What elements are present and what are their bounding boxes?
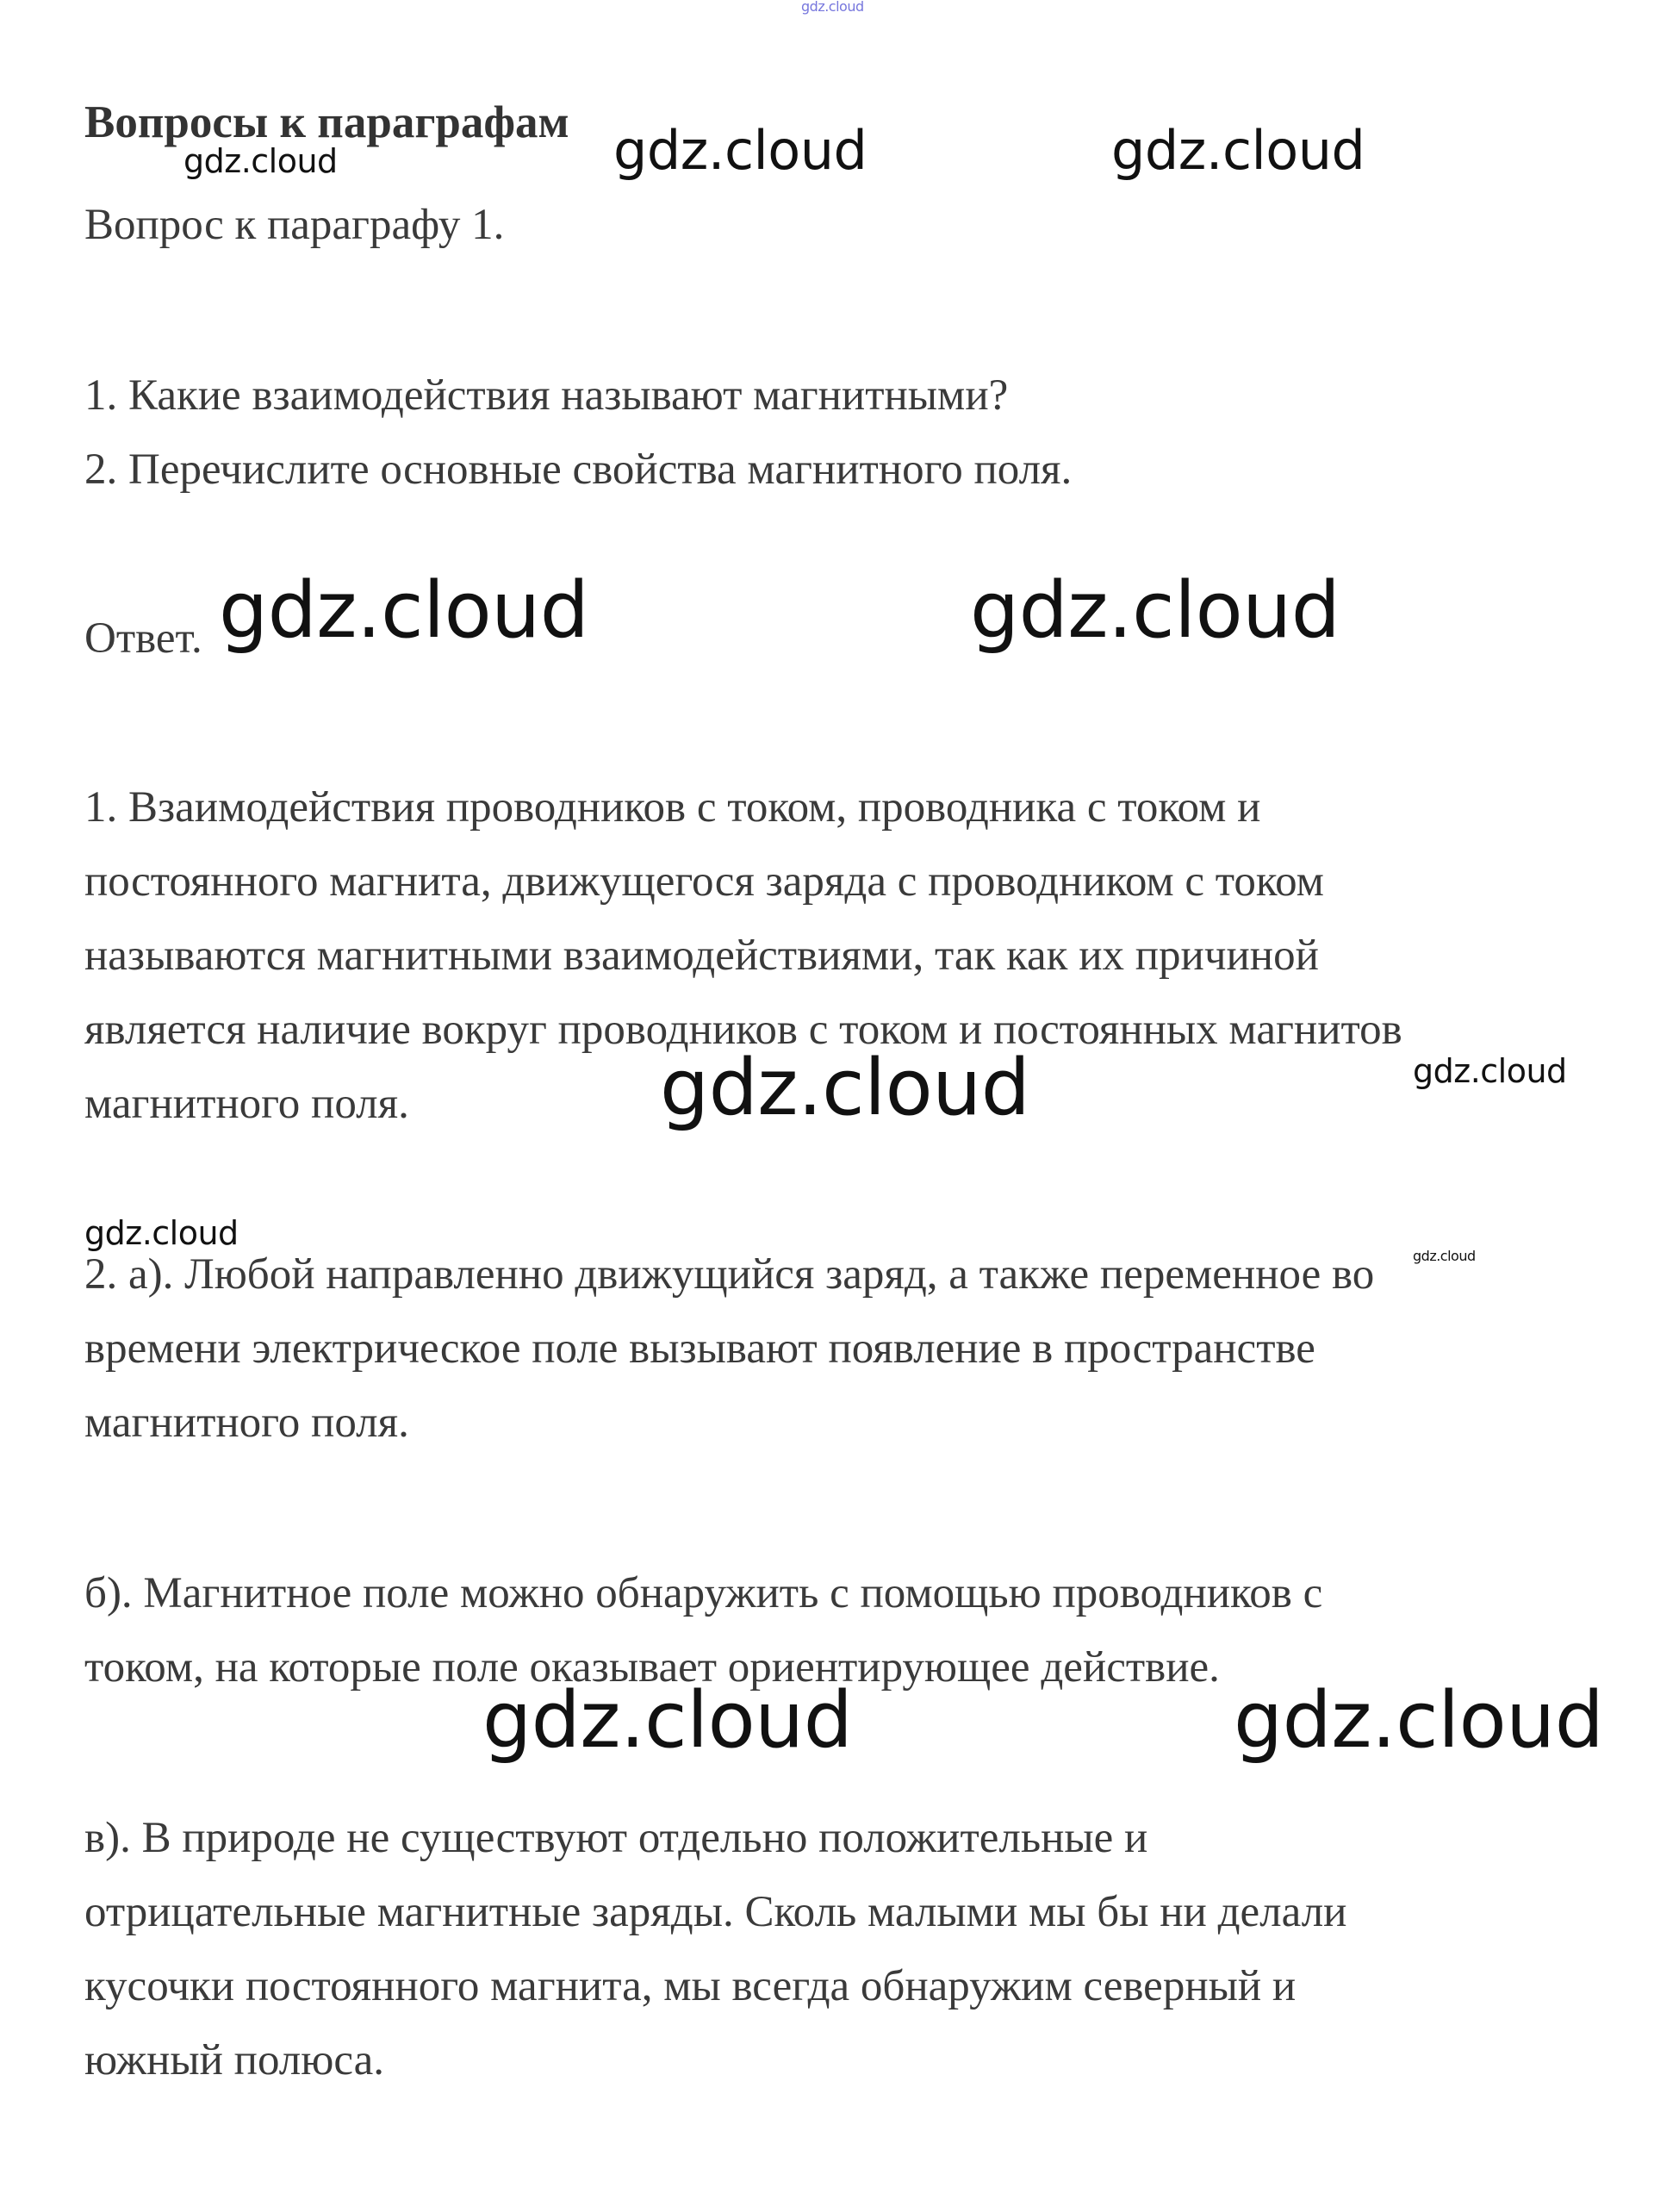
question-1: 1. Какие взаимодействия называют магнитными? xyxy=(84,371,1009,420)
answer-2a-line: 2. а). Любой направленно движущийся заряд, а также переменное во xyxy=(84,1250,1375,1299)
watermark: gdz.cloud xyxy=(801,0,864,15)
answer-2a-line: времени электрическое поле вызывают появление в пространстве xyxy=(84,1324,1315,1373)
answer-1-line: является наличие вокруг проводников с током и постоянных магнитов xyxy=(84,1006,1402,1054)
answer-1-line: называются магнитными взаимодействиями, так как их причиной xyxy=(84,932,1319,980)
question-2: 2. Перечислите основные свойства магнитного поля. xyxy=(84,446,1073,494)
answer-1-line: магнитного поля. xyxy=(84,1080,409,1128)
watermark: gdz.cloud xyxy=(1234,1675,1604,1766)
answer-2a-line: магнитного поля. xyxy=(84,1399,409,1447)
answer-1-line: постоянного магнита, движущегося заряда с проводником с током xyxy=(84,857,1324,906)
watermark: gdz.cloud xyxy=(613,119,867,182)
watermark: gdz.cloud xyxy=(482,1675,853,1766)
watermark: gdz.cloud xyxy=(84,1214,239,1252)
answer-2b-line: б). Магнитное поле можно обнаружить с помощью проводников с xyxy=(84,1569,1323,1617)
answer-2c-line: кусочки постоянного магнита, мы всегда обнаружим северный и xyxy=(84,1962,1297,2010)
watermark: gdz.cloud xyxy=(219,565,589,656)
section-subtitle: Вопрос к параграфу 1. xyxy=(84,201,505,249)
answer-2c-line: в). В природе не существуют отдельно положительные и xyxy=(84,1814,1148,1862)
watermark: gdz.cloud xyxy=(1413,1052,1567,1090)
answer-2c-line: южный полюса. xyxy=(84,2036,384,2084)
watermark: gdz.cloud xyxy=(1111,119,1365,182)
page-title: Вопросы к параграфам xyxy=(84,97,569,147)
watermark: gdz.cloud xyxy=(183,142,338,180)
answer-2b-line: током, на которые поле оказывает ориентирующее действие. xyxy=(84,1643,1220,1692)
answer-2c-line: отрицательные магнитные заряды. Сколь малыми мы бы ни делали xyxy=(84,1888,1347,1936)
answer-1-line: 1. Взаимодействия проводников с током, проводника с током и xyxy=(84,783,1261,832)
watermark: gdz.cloud xyxy=(970,565,1340,656)
watermark: gdz.cloud xyxy=(1413,1248,1476,1264)
watermark: gdz.cloud xyxy=(660,1043,1030,1133)
answer-label: Ответ. xyxy=(84,614,202,663)
